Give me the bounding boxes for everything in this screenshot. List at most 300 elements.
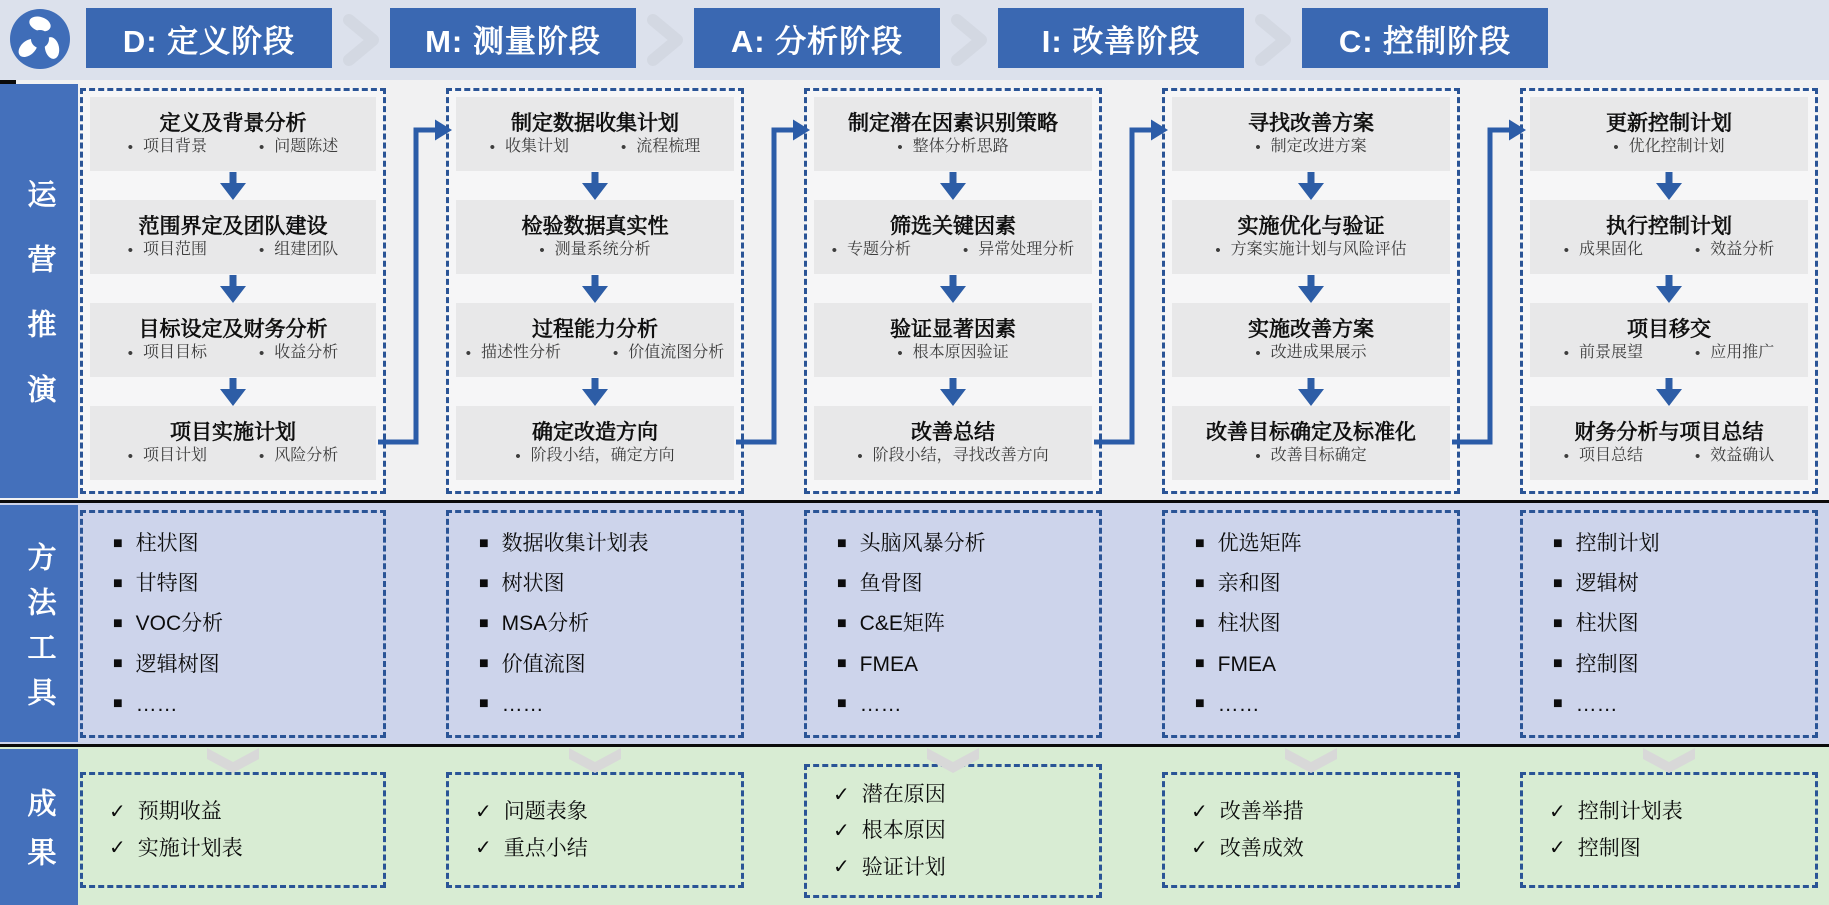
- step-bullet: [259, 345, 338, 361]
- stage-header-m: [390, 8, 636, 68]
- outcome-label: 根本原因: [861, 819, 946, 843]
- tool-label: C&E矩阵: [859, 612, 945, 636]
- step-bullet-label: 成果固化: [1578, 241, 1643, 258]
- tool-label: VOC分析: [135, 612, 224, 636]
- bullet-dot-icon: •: [259, 447, 265, 465]
- step-bullets-row: [515, 448, 674, 464]
- process-step: [1530, 97, 1808, 171]
- step-title: 实施优化与验证: [1237, 215, 1385, 238]
- outcome-label: 控制图: [1577, 836, 1641, 860]
- bullet-dot-icon: •: [259, 344, 265, 362]
- square-bullet-icon: ■: [113, 574, 123, 592]
- square-bullet-icon: ■: [1195, 615, 1205, 632]
- tool-item: [113, 612, 383, 635]
- tool-item: [1195, 653, 1457, 676]
- tool-label: 柱状图: [135, 532, 199, 556]
- bullet-dot-icon: •: [1695, 447, 1701, 465]
- step-arrow-row: [90, 274, 376, 303]
- step-bullet: [897, 139, 1008, 155]
- chevron-down-icon: [1285, 748, 1337, 774]
- step-bullets-row: [1613, 139, 1724, 155]
- step-bullet: [1695, 242, 1774, 258]
- chevron-down-icon: [1643, 748, 1695, 774]
- bullet-dot-icon: •: [127, 447, 133, 465]
- step-bullet: [490, 139, 569, 155]
- check-icon: ✓: [109, 800, 126, 823]
- step-bullet-label: 描述性分析: [480, 344, 561, 361]
- process-step: [90, 303, 376, 377]
- square-bullet-icon: ■: [837, 574, 847, 592]
- chevron-right-icon: [1252, 13, 1296, 67]
- step-bullet-label: 组建团队: [274, 241, 339, 258]
- tool-item: [1553, 693, 1815, 716]
- step-bullet-label: 优化控制计划: [1628, 138, 1725, 155]
- step-bullet: [1255, 345, 1366, 361]
- outcome-item: [109, 837, 383, 860]
- step-title: 范围界定及团队建设: [138, 215, 328, 238]
- tool-label: 甘特图: [135, 572, 199, 596]
- down-arrow-icon: [582, 172, 608, 200]
- tool-label: 头脑风暴分析: [859, 532, 986, 556]
- bullet-dot-icon: •: [259, 241, 265, 259]
- down-arrow-icon: [582, 378, 608, 406]
- bullet-dot-icon: •: [465, 344, 471, 362]
- tool-item: [1195, 572, 1457, 595]
- header-divider-tick: [0, 80, 16, 84]
- step-bullet: [128, 448, 207, 464]
- square-bullet-icon: ■: [837, 655, 847, 673]
- process-step: [456, 406, 734, 480]
- step-bullet: [963, 242, 1074, 258]
- bullet-dot-icon: •: [621, 138, 627, 156]
- tool-item: [479, 532, 741, 555]
- square-bullet-icon: ■: [479, 574, 489, 592]
- step-title: 改善总结: [911, 421, 995, 444]
- step-title: 实施改善方案: [1248, 318, 1374, 341]
- tool-item: [837, 693, 1099, 716]
- tool-label: ……: [501, 692, 544, 716]
- step-bullet: [128, 242, 207, 258]
- section-divider-line: [0, 500, 1829, 503]
- process-step: [814, 303, 1092, 377]
- stage-header-label: A: 分析阶段: [730, 23, 904, 59]
- down-arrow-icon: [940, 172, 966, 200]
- outcome-label: 控制计划表: [1577, 800, 1683, 824]
- step-bullet-label: 风险分析: [274, 447, 339, 464]
- step-bullet-label: 测量系统分析: [554, 241, 651, 258]
- process-step: [1172, 406, 1450, 480]
- step-arrow-row: [456, 274, 734, 303]
- step-title: 更新控制计划: [1606, 112, 1732, 135]
- bullet-dot-icon: •: [1255, 138, 1261, 156]
- step-title: 目标设定及财务分析: [138, 318, 328, 341]
- step-arrow-row: [814, 377, 1092, 406]
- section-divider-line: [0, 744, 1829, 747]
- step-bullet-label: 效益确认: [1710, 447, 1775, 464]
- stage-a-tools-panel: [804, 510, 1102, 738]
- tool-item: [837, 612, 1099, 635]
- stage-header-label: M: 测量阶段: [425, 23, 601, 59]
- square-bullet-icon: ■: [1195, 695, 1205, 713]
- process-step: [1172, 200, 1450, 274]
- step-bullet: [1564, 448, 1643, 464]
- tool-item: [113, 693, 383, 716]
- step-title: 寻找改善方案: [1248, 112, 1374, 135]
- step-bullets-row: [1255, 139, 1366, 155]
- bullet-dot-icon: •: [1563, 241, 1569, 259]
- chevron-right-icon: [644, 13, 688, 67]
- step-bullets-row: [490, 139, 701, 155]
- step-title: 改善目标确定及标准化: [1206, 421, 1416, 444]
- step-bullet-label: 根本原因验证: [912, 344, 1009, 361]
- outcome-label: 验证计划: [861, 855, 946, 879]
- chevron-right-icon: [948, 13, 992, 67]
- process-step: [1530, 406, 1808, 480]
- tool-item: [837, 532, 1099, 555]
- bullet-dot-icon: •: [1255, 344, 1261, 362]
- stage-a-steps-panel: [804, 88, 1102, 494]
- down-arrow-icon: [1656, 275, 1682, 303]
- bullet-dot-icon: •: [1563, 344, 1569, 362]
- down-arrow-icon: [582, 275, 608, 303]
- step-bullet: [1255, 139, 1366, 155]
- tool-label: ……: [135, 692, 178, 716]
- step-bullets-row: [832, 242, 1075, 258]
- step-bullets-row: [897, 345, 1008, 361]
- outcome-label: 实施计划表: [137, 836, 243, 860]
- square-bullet-icon: ■: [1195, 574, 1205, 592]
- square-bullet-icon: ■: [113, 534, 123, 552]
- step-bullets-row: [1215, 242, 1406, 258]
- process-step: [1530, 200, 1808, 274]
- outcome-item: [833, 856, 1099, 879]
- bullet-dot-icon: •: [857, 447, 863, 465]
- step-bullet-label: 阶段小结，确定方向: [530, 447, 675, 464]
- step-bullets-row: [128, 242, 339, 258]
- step-bullet: [1613, 139, 1724, 155]
- tool-item: [1553, 532, 1815, 555]
- tool-item: [113, 532, 383, 555]
- bullet-dot-icon: •: [613, 344, 619, 362]
- tool-item: [837, 572, 1099, 595]
- tool-label: FMEA: [1217, 652, 1277, 676]
- step-bullets-row: [1255, 345, 1366, 361]
- step-bullet: [1695, 345, 1774, 361]
- sidebar-section-tools: [0, 505, 78, 742]
- step-bullets-row: [466, 345, 725, 361]
- bullet-dot-icon: •: [127, 138, 133, 156]
- tool-label: 柱状图: [1575, 612, 1639, 636]
- tool-item: [479, 693, 741, 716]
- step-bullet-label: 收集计划: [504, 138, 569, 155]
- step-bullet: [259, 448, 338, 464]
- sidebar-section-outcomes: [0, 749, 78, 905]
- stage-c-tools-panel: [1520, 510, 1818, 738]
- down-arrow-icon: [1298, 275, 1324, 303]
- outcome-label: 问题表象: [503, 800, 588, 824]
- outcome-item: [475, 837, 741, 860]
- bullet-dot-icon: •: [1255, 447, 1261, 465]
- bullet-dot-icon: •: [127, 344, 133, 362]
- step-bullet: [1564, 242, 1643, 258]
- tool-item: [1553, 612, 1815, 635]
- process-step: [456, 303, 734, 377]
- stage-d-steps-panel: [80, 88, 386, 494]
- check-icon: ✓: [1549, 800, 1566, 823]
- tool-label: 鱼骨图: [859, 572, 923, 596]
- tool-item: [479, 653, 741, 676]
- step-arrow-row: [1530, 274, 1808, 303]
- outcome-item: [1549, 800, 1815, 823]
- stage-m-tools-panel: [446, 510, 744, 738]
- bullet-dot-icon: •: [897, 138, 903, 156]
- outcome-item: [475, 800, 741, 823]
- tool-item: [837, 653, 1099, 676]
- step-title: 项目实施计划: [170, 421, 296, 444]
- process-step: [814, 406, 1092, 480]
- step-bullet: [128, 345, 207, 361]
- tool-label: 控制计划: [1575, 532, 1660, 556]
- step-title: 过程能力分析: [532, 318, 658, 341]
- stage-i-tools-panel: [1162, 510, 1460, 738]
- tool-label: 优选矩阵: [1217, 532, 1302, 556]
- bullet-dot-icon: •: [489, 138, 495, 156]
- step-bullet-label: 前景展望: [1578, 344, 1643, 361]
- outcome-item: [1549, 837, 1815, 860]
- outcome-label: 重点小结: [503, 836, 588, 860]
- tool-item: [1195, 612, 1457, 635]
- step-bullet-label: 流程梳理: [636, 138, 701, 155]
- step-bullet-label: 项目目标: [142, 344, 207, 361]
- down-arrow-icon: [220, 172, 246, 200]
- step-bullets-row: [1564, 242, 1775, 258]
- step-bullet: [128, 139, 207, 155]
- tool-item: [1195, 532, 1457, 555]
- outcome-item: [833, 783, 1099, 806]
- step-arrow-row: [90, 171, 376, 200]
- step-bullet: [897, 345, 1008, 361]
- square-bullet-icon: ■: [1553, 615, 1563, 632]
- tool-label: ……: [1217, 692, 1260, 716]
- bullet-dot-icon: •: [1695, 241, 1701, 259]
- step-bullet-label: 异常处理分析: [978, 241, 1075, 258]
- step-bullets-row: [857, 448, 1048, 464]
- check-icon: ✓: [1191, 800, 1208, 823]
- check-icon: ✓: [833, 856, 850, 879]
- step-bullet-label: 问题陈述: [274, 138, 339, 155]
- step-title: 项目移交: [1627, 318, 1711, 341]
- step-bullet-label: 制定改进方案: [1270, 138, 1367, 155]
- bullet-dot-icon: •: [1613, 138, 1619, 156]
- step-bullet: [613, 345, 724, 361]
- tool-item: [479, 612, 741, 635]
- bullet-dot-icon: •: [1563, 447, 1569, 465]
- step-bullet-label: 改善目标确定: [1270, 447, 1367, 464]
- bullet-dot-icon: •: [897, 344, 903, 362]
- process-step: [90, 97, 376, 171]
- step-bullet-label: 价值流图分析: [628, 344, 725, 361]
- step-bullet-label: 收益分析: [274, 344, 339, 361]
- step-title: 制定潜在因素识别策略: [848, 112, 1058, 135]
- tool-item: [1195, 693, 1457, 716]
- down-arrow-icon: [220, 378, 246, 406]
- tool-label: 逻辑树图: [135, 652, 220, 676]
- square-bullet-icon: ■: [837, 695, 847, 713]
- logo-icon: [8, 7, 72, 71]
- stage-i-steps-panel: [1162, 88, 1460, 494]
- step-title: 确定改造方向: [532, 421, 658, 444]
- chevron-down-icon: [207, 748, 259, 774]
- step-bullet: [1255, 448, 1366, 464]
- step-bullet-label: 应用推广: [1710, 344, 1775, 361]
- square-bullet-icon: ■: [1553, 695, 1563, 713]
- sidebar-section-label: 运营推演: [23, 179, 56, 439]
- tool-label: ……: [1575, 692, 1618, 716]
- down-arrow-icon: [1298, 378, 1324, 406]
- outcome-item: [1191, 837, 1457, 860]
- tool-label: 价值流图: [501, 652, 586, 676]
- step-bullet-label: 专题分析: [846, 241, 911, 258]
- step-bullet: [832, 242, 911, 258]
- step-bullet-label: 方案实施计划与风险评估: [1230, 241, 1407, 258]
- step-title: 检验数据真实性: [521, 215, 669, 238]
- step-bullet: [259, 242, 338, 258]
- square-bullet-icon: ■: [479, 615, 489, 632]
- stage-header-label: I: 改善阶段: [1041, 23, 1201, 59]
- step-bullet: [857, 448, 1048, 464]
- tool-label: MSA分析: [501, 612, 590, 636]
- bullet-dot-icon: •: [259, 138, 265, 156]
- tool-label: 逻辑树: [1575, 572, 1639, 596]
- tool-label: 控制图: [1575, 652, 1639, 676]
- step-bullet: [466, 345, 561, 361]
- check-icon: ✓: [475, 800, 492, 823]
- tool-label: 树状图: [501, 572, 565, 596]
- step-bullet-label: 项目背景: [142, 138, 207, 155]
- outcome-item: [1191, 800, 1457, 823]
- step-bullet-label: 阶段小结，寻找改善方向: [872, 447, 1049, 464]
- down-arrow-icon: [1656, 378, 1682, 406]
- step-arrow-row: [814, 274, 1092, 303]
- step-title: 验证显著因素: [890, 318, 1016, 341]
- step-arrow-row: [456, 377, 734, 406]
- step-bullet: [621, 139, 700, 155]
- step-arrow-row: [1530, 377, 1808, 406]
- square-bullet-icon: ■: [479, 655, 489, 673]
- tool-item: [1553, 653, 1815, 676]
- check-icon: ✓: [109, 837, 126, 860]
- tool-label: ……: [859, 692, 902, 716]
- stage-c-steps-panel: [1520, 88, 1818, 494]
- stage-m-steps-panel: [446, 88, 744, 494]
- process-step: [90, 200, 376, 274]
- step-title: 制定数据收集计划: [511, 112, 679, 135]
- square-bullet-icon: ■: [837, 534, 847, 552]
- square-bullet-icon: ■: [1553, 534, 1563, 552]
- stage-header-label: D: 定义阶段: [122, 23, 296, 59]
- stage-d-outcomes-panel: [80, 772, 386, 888]
- step-bullet-label: 项目计划: [142, 447, 207, 464]
- bullet-dot-icon: •: [515, 447, 521, 465]
- step-bullet: [1695, 448, 1774, 464]
- outcome-label: 改善成效: [1219, 836, 1304, 860]
- process-step: [1530, 303, 1808, 377]
- bullet-dot-icon: •: [127, 241, 133, 259]
- down-arrow-icon: [1656, 172, 1682, 200]
- step-bullet: [1215, 242, 1406, 258]
- step-bullets-row: [128, 448, 339, 464]
- check-icon: ✓: [833, 820, 850, 842]
- sidebar-section-operations: [0, 84, 78, 498]
- chevron-down-icon: [927, 748, 979, 774]
- check-icon: ✓: [1191, 837, 1208, 860]
- step-arrow-row: [1530, 171, 1808, 200]
- stage-header-d: [86, 8, 332, 68]
- step-bullets-row: [539, 242, 650, 258]
- step-bullet: [539, 242, 650, 258]
- step-bullet-label: 效益分析: [1710, 241, 1775, 258]
- tool-item: [1553, 572, 1815, 595]
- step-bullets-row: [1564, 345, 1775, 361]
- outcome-item: [833, 819, 1099, 842]
- stage-i-outcomes-panel: [1162, 772, 1460, 888]
- step-arrow-row: [456, 171, 734, 200]
- process-step: [456, 200, 734, 274]
- square-bullet-icon: ■: [1195, 534, 1205, 552]
- step-bullet: [515, 448, 674, 464]
- down-arrow-icon: [940, 378, 966, 406]
- check-icon: ✓: [833, 783, 850, 806]
- down-arrow-icon: [1298, 172, 1324, 200]
- step-bullets-row: [1255, 448, 1366, 464]
- tool-item: [113, 572, 383, 595]
- square-bullet-icon: ■: [1553, 655, 1563, 673]
- tool-label: 数据收集计划表: [501, 532, 649, 556]
- step-bullets-row: [128, 345, 339, 361]
- sidebar-section-label: 方法工具: [23, 541, 56, 722]
- tool-item: [113, 653, 383, 676]
- step-bullets-row: [897, 139, 1008, 155]
- step-bullet-label: 整体分析思路: [912, 138, 1009, 155]
- step-arrow-row: [90, 377, 376, 406]
- process-step: [814, 200, 1092, 274]
- process-step: [1172, 97, 1450, 171]
- chevron-right-icon: [340, 13, 384, 67]
- bullet-dot-icon: •: [539, 241, 545, 259]
- check-icon: ✓: [1549, 837, 1566, 860]
- step-title: 执行控制计划: [1606, 215, 1732, 238]
- process-step: [456, 97, 734, 171]
- stage-d-tools-panel: [80, 510, 386, 738]
- bullet-dot-icon: •: [1695, 344, 1701, 362]
- square-bullet-icon: ■: [113, 655, 123, 673]
- step-arrow-row: [1172, 171, 1450, 200]
- tool-label: 亲和图: [1217, 572, 1281, 596]
- bullet-dot-icon: •: [1215, 241, 1221, 259]
- process-step: [90, 406, 376, 480]
- step-title: 财务分析与项目总结: [1574, 421, 1764, 444]
- tool-item: [479, 572, 741, 595]
- stage-header-c: [1302, 8, 1548, 68]
- stage-m-outcomes-panel: [446, 772, 744, 888]
- step-bullets-row: [128, 139, 339, 155]
- square-bullet-icon: ■: [113, 695, 123, 713]
- square-bullet-icon: ■: [113, 615, 123, 632]
- tool-label: 柱状图: [1217, 612, 1281, 636]
- step-bullet-label: 项目总结: [1578, 447, 1643, 464]
- sidebar-section-label: 成果: [23, 788, 56, 886]
- stage-header-a: [694, 8, 940, 68]
